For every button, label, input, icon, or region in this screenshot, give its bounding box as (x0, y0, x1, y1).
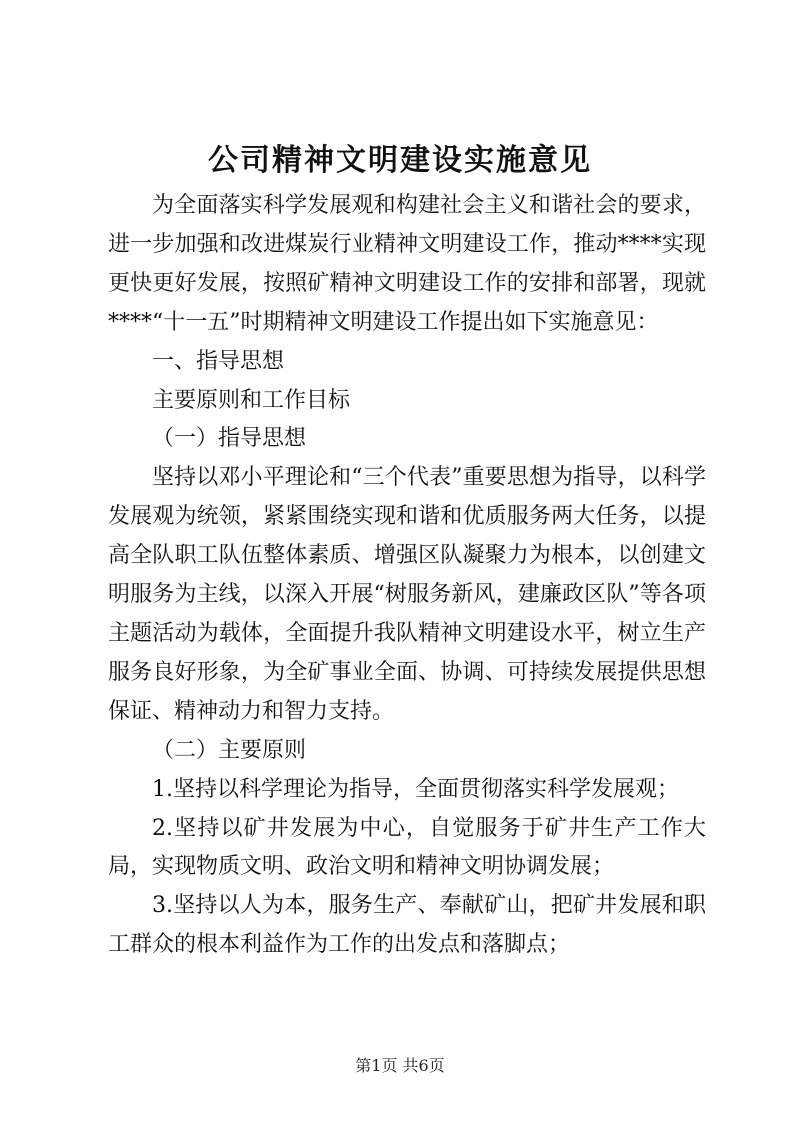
intro-paragraph: 为全面落实科学发展观和构建社会主义和谐社会的要求，进一步加强和改进煤炭行业精神文明建设工作，推动****实现更快更好发展，按照矿精神文明建设工作的安排和部署，现就****“十一五”时期精神文明建设工作提出如下实施意见： (108, 193, 706, 335)
principle-item-3: 3.坚持以人为本，服务生产、奉献矿山，把矿井发展和职工群众的根本利益作为工作的出发点和落脚点； (108, 893, 706, 958)
principle-item-2: 2.坚持以矿井发展为中心，自觉服务于矿井生产工作大局，实现物质文明、政治文明和精神文明协调发展； (108, 815, 706, 880)
document-title: 公司精神文明建设实施意见 (208, 143, 592, 178)
page-footer: 第1页 共6页 (355, 1056, 445, 1075)
document-body (108, 187, 706, 965)
section-heading-guiding-thought: 一、指导思想 (152, 348, 285, 374)
guiding-thought-paragraph: 坚持以邓小平理论和“三个代表”重要思想为指导，以科学发展观为统领，紧紧围绕实现和谐和优质服务两大任务，以提高全队职工队伍整体素质、增强区队凝聚力为根本，以创建文明服务为主线，以深入开展“树服务新风，建廉政区队”等各项主题活动为载体，全面提升我队精神文明建设水平，树立生产服务良好形象，为全矿事业全面、协调、可持续发展提供思想保证、精神动力和智力支持。 (108, 465, 706, 724)
section-heading-principles-goals: 主要原则和工作目标 (152, 387, 351, 413)
principle-item-1: 1.坚持以科学理论为指导，全面贯彻落实科学发展观； (152, 776, 679, 802)
subsection-heading-guiding-thought: （一）指导思想 (152, 426, 307, 452)
subsection-heading-main-principles: （二）主要原则 (152, 737, 307, 763)
